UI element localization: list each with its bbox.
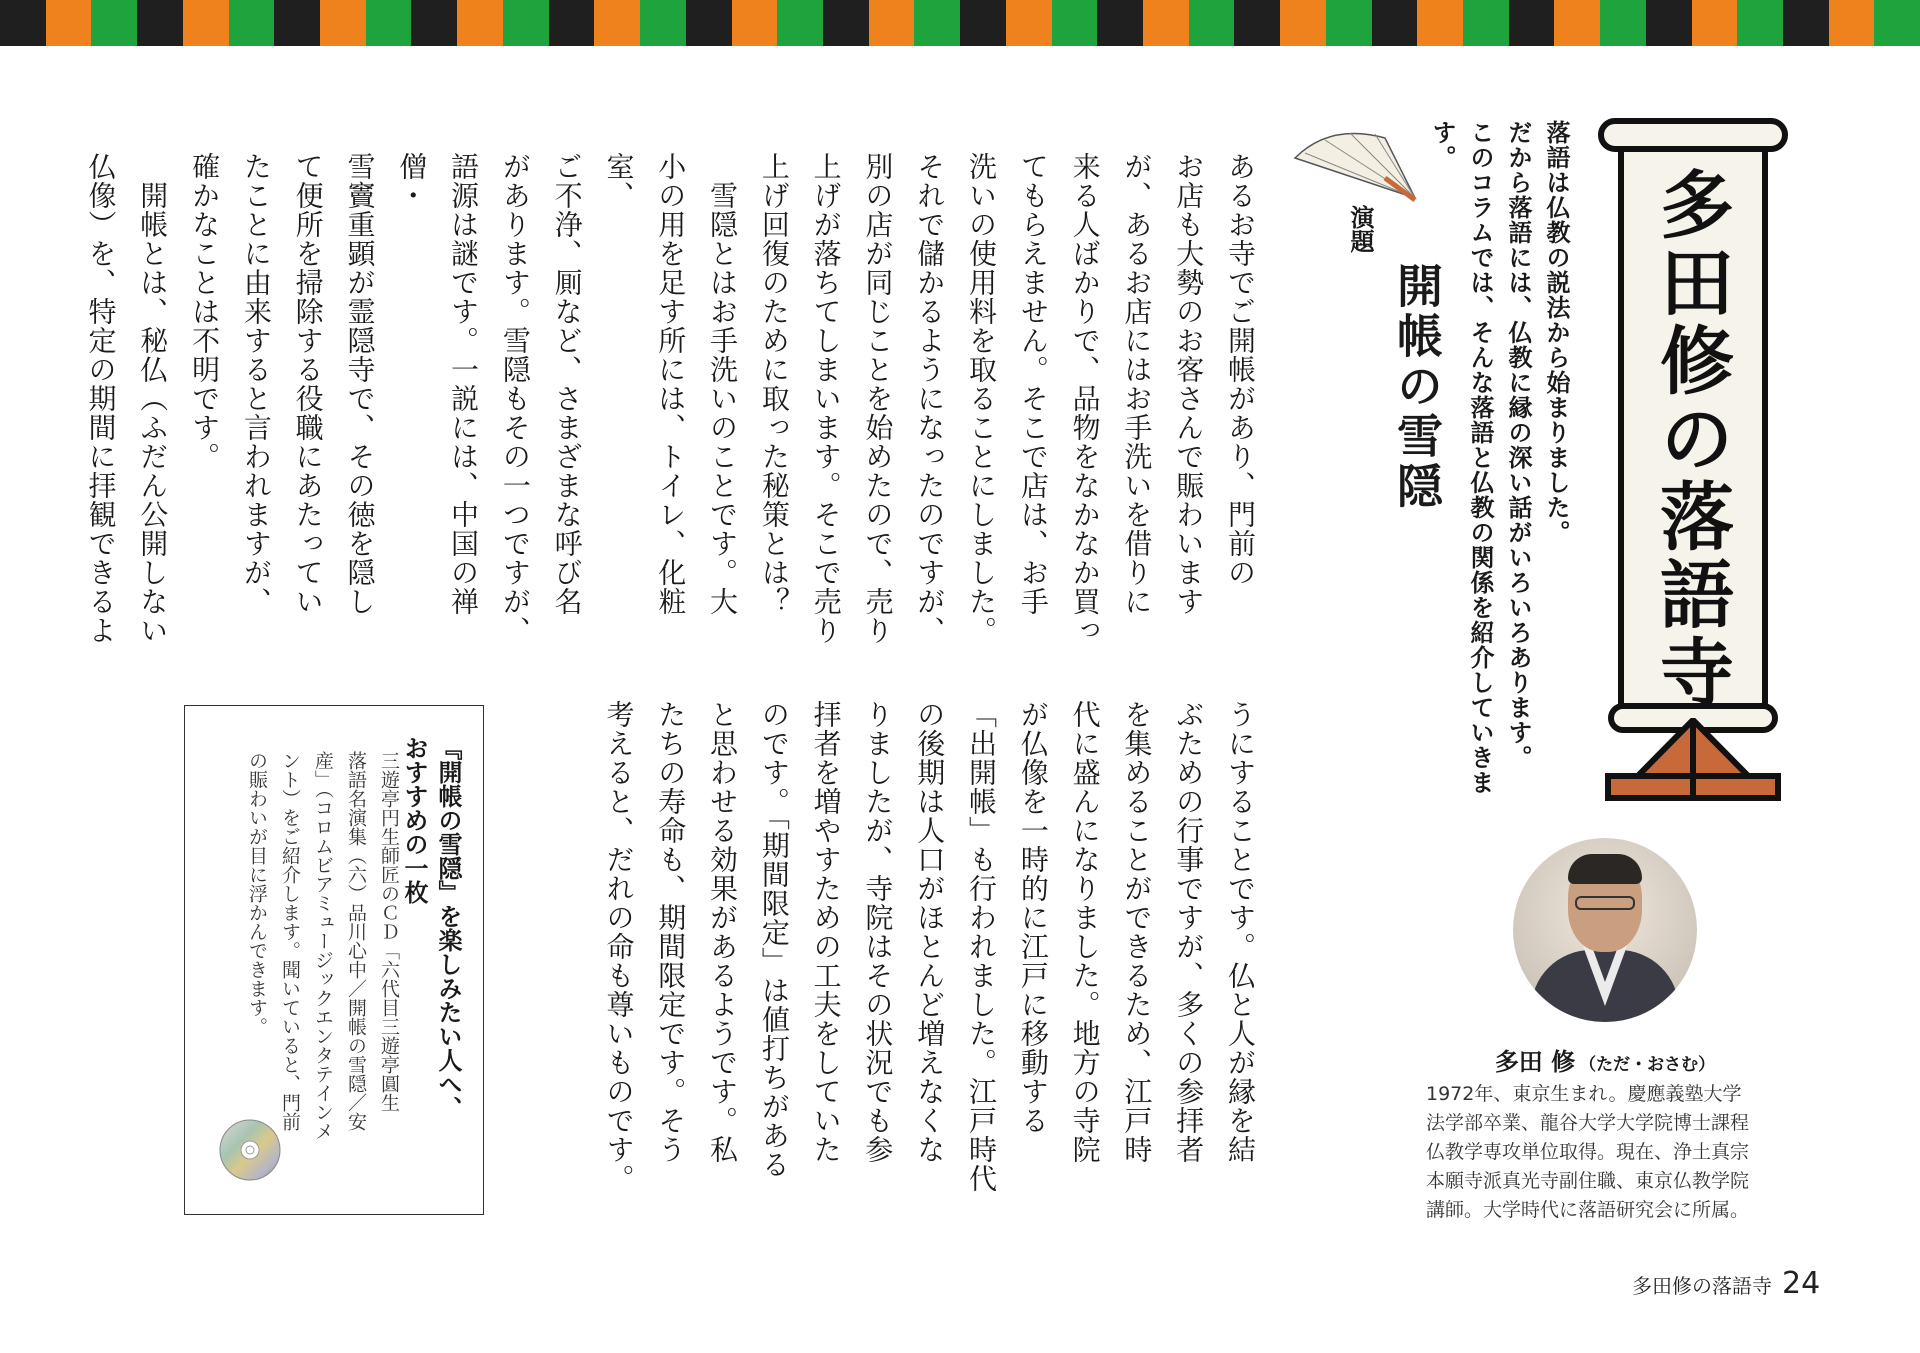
stripe-segment bbox=[1646, 0, 1692, 46]
stripe-segment bbox=[1052, 0, 1098, 46]
body-line: りましたが、寺院はその状況でも参 bbox=[861, 700, 895, 1164]
body-line: あるお寺でご開帳があり、門前の bbox=[1224, 152, 1257, 587]
body-line: の後期は人口がほとんど増えなくな bbox=[913, 700, 947, 1164]
stripe-segment bbox=[1189, 0, 1235, 46]
stripe-segment bbox=[1097, 0, 1143, 46]
stripe-segment bbox=[1372, 0, 1418, 46]
stripe-segment bbox=[137, 0, 183, 46]
author-bio bbox=[1426, 1080, 1806, 1225]
stripe-segment bbox=[91, 0, 137, 46]
stripe-segment bbox=[0, 0, 46, 46]
body-line: うにすることです。仏と人が縁を結 bbox=[1224, 700, 1257, 1164]
stripe-segment bbox=[1874, 0, 1920, 46]
intro-line: だから落語には、仏教に縁の深い話がいろいろあります。 bbox=[1504, 120, 1532, 770]
stripe-segment bbox=[777, 0, 823, 46]
body-line: 雪隠とはお手洗いのことです。大 bbox=[706, 152, 740, 616]
stripe-segment bbox=[640, 0, 686, 46]
stripe-segment bbox=[914, 0, 960, 46]
footer-label: 多田修の落語寺 bbox=[1632, 1274, 1772, 1298]
recommendation-heading-line: おすすめの一枚 bbox=[400, 736, 428, 904]
body-line: てもらえません。そこで店は、お手 bbox=[1016, 152, 1050, 616]
recommendation-heading bbox=[397, 736, 465, 1176]
stripe-segment bbox=[320, 0, 366, 46]
stripe-segment bbox=[229, 0, 275, 46]
stripe-segment bbox=[1829, 0, 1875, 46]
program-label: 演題 bbox=[1346, 205, 1374, 253]
title-scroll bbox=[1598, 118, 1788, 808]
stripe-segment bbox=[1234, 0, 1280, 46]
body-line: 来る人ばかりで、品物をなかなか買っ bbox=[1068, 152, 1102, 645]
stripe-segment bbox=[732, 0, 778, 46]
recommendation-line: の賑わいが目に浮かんできます。 bbox=[246, 751, 268, 1036]
stripe-segment bbox=[1600, 0, 1646, 46]
body-line: のです。「期間限定」は値打ちがある bbox=[757, 700, 791, 1179]
stripe-segment bbox=[1509, 0, 1555, 46]
stripe-segment bbox=[366, 0, 412, 46]
body-line: 上げが落ちてしまいます。そこで売り bbox=[809, 152, 843, 645]
author-reading: （ただ・おさむ） bbox=[1579, 1055, 1716, 1075]
body-line: たちの寿命も、期間限定です。そう bbox=[654, 700, 688, 1164]
top-stripe bbox=[0, 0, 1920, 46]
body-line: が、あるお店にはお手洗いを借りに bbox=[1120, 152, 1154, 616]
body-line: ご不浄、厠など、さまざまな呼び名 bbox=[550, 152, 584, 616]
stripe-segment bbox=[46, 0, 92, 46]
body-line: 語源は謎です。一説には、中国の禅僧・ bbox=[395, 152, 481, 616]
body-line: 小の用を足す所には、トイレ、化粧室、 bbox=[602, 152, 688, 616]
recommendation-line: 産」（コロムビアミュージックエンタテインメ bbox=[312, 751, 334, 1141]
body-line: 「出開帳」も行われました。江戸時代 bbox=[965, 700, 999, 1193]
intro-line: このコラムでは、そんな落語と仏教の関係を紹介していきます。 bbox=[1428, 120, 1494, 795]
author-photo bbox=[1513, 838, 1697, 1022]
body-line: それで儲かるようになったのですが、 bbox=[913, 152, 947, 645]
stripe-segment bbox=[411, 0, 457, 46]
recommendation-line: ント）をご紹介します。聞いていると、門前 bbox=[279, 751, 301, 1131]
scroll-stand-icon bbox=[1598, 718, 1788, 808]
stripe-segment bbox=[594, 0, 640, 46]
stripe-segment bbox=[686, 0, 732, 46]
cd-disc-icon bbox=[218, 1118, 282, 1182]
body-line: を集めることができるため、江戸時 bbox=[1120, 700, 1154, 1164]
stripe-segment bbox=[503, 0, 549, 46]
stripe-segment bbox=[1692, 0, 1738, 46]
stripe-segment bbox=[960, 0, 1006, 46]
stripe-segment bbox=[823, 0, 869, 46]
article-body-top bbox=[75, 152, 1266, 657]
recommendation-line: 落語名演集（六）品川心中／開帳の雪隠／安 bbox=[345, 751, 367, 1131]
body-line: 雪竇重顕が霊隠寺で、その徳を隠し bbox=[343, 152, 377, 616]
stripe-segment bbox=[274, 0, 320, 46]
recommendation-heading-line: 『開帳の雪隠』を楽しみたい人へ、 bbox=[434, 736, 462, 1120]
photo-hair bbox=[1568, 854, 1642, 884]
scroll-roll-top bbox=[1598, 118, 1788, 152]
program-title: 開帳の雪隠 bbox=[1390, 262, 1444, 512]
body-line: お店も大勢のお客さんで賑わいます bbox=[1172, 152, 1206, 616]
author-bio-line: 講師。大学時代に落語研究会に所属。 bbox=[1426, 1199, 1750, 1221]
stripe-segment bbox=[549, 0, 595, 46]
recommendation-line: 三遊亭円生師匠のＣＤ「六代目三遊亭圓生 bbox=[378, 751, 400, 1112]
body-line: ぶための行事ですが、多くの参拝者 bbox=[1172, 700, 1206, 1164]
body-line: 別の店が同じことを始めたので、売り bbox=[861, 152, 895, 645]
body-line: があります。雪隠もその一つですが、 bbox=[498, 152, 532, 645]
body-line: 代に盛んになりました。地方の寺院 bbox=[1068, 700, 1102, 1164]
stripe-segment bbox=[1417, 0, 1463, 46]
body-line: 確かなことは不明です。 bbox=[188, 152, 222, 471]
body-line: が仏像を一時的に江戸に移動する bbox=[1016, 700, 1050, 1135]
body-line: て便所を掃除する役職にあたってい bbox=[291, 152, 325, 616]
author-bio-line: 仏教学専攻単位取得。現在、浄土真宗 bbox=[1426, 1141, 1750, 1163]
body-line: たことに由来すると言われますが、 bbox=[239, 152, 273, 616]
intro-line: 落語は仏教の説法から始まりました。 bbox=[1542, 120, 1570, 545]
stripe-segment bbox=[1280, 0, 1326, 46]
stripe-segment bbox=[1006, 0, 1052, 46]
stripe-segment bbox=[869, 0, 915, 46]
stripe-segment bbox=[1463, 0, 1509, 46]
article-body-bottom bbox=[593, 700, 1266, 1205]
page-footer bbox=[1632, 1266, 1820, 1301]
author-name: 多田 修 bbox=[1494, 1048, 1576, 1076]
photo-glasses bbox=[1575, 896, 1635, 910]
page-number: 24 bbox=[1782, 1266, 1821, 1301]
body-line: 洗いの使用料を取ることにしました。 bbox=[965, 152, 999, 645]
author-bio-line: 1972年、東京生まれ。慶應義塾大学 bbox=[1426, 1083, 1742, 1105]
column-title: 多田修の落語寺 bbox=[1648, 166, 1734, 712]
stripe-segment bbox=[1143, 0, 1189, 46]
stripe-segment bbox=[183, 0, 229, 46]
body-line: 仏像）を、特定の期間に拝観できるよ bbox=[84, 152, 118, 645]
body-line: 上げ回復のために取った秘策とは？ bbox=[757, 152, 791, 616]
stripe-segment bbox=[1554, 0, 1600, 46]
stripe-segment bbox=[1783, 0, 1829, 46]
stripe-segment bbox=[457, 0, 503, 46]
stripe-segment bbox=[1326, 0, 1372, 46]
author-name-line bbox=[1490, 1042, 1720, 1077]
body-line: 開帳とは、秘仏（ふだん公開しない bbox=[136, 152, 170, 645]
author-bio-line: 本願寺派真光寺副住職、東京仏教学院 bbox=[1426, 1170, 1750, 1192]
stripe-segment bbox=[1737, 0, 1783, 46]
body-line: 考えると、だれの命も尊いものです。 bbox=[602, 700, 636, 1193]
body-line: と思わせる効果があるようです。私 bbox=[706, 700, 740, 1164]
author-bio-line: 法学部卒業、龍谷大学大学院博士課程 bbox=[1426, 1112, 1750, 1134]
folding-fan-icon bbox=[1290, 128, 1420, 208]
body-line: 拝者を増やすための工夫をしていた bbox=[809, 700, 843, 1164]
